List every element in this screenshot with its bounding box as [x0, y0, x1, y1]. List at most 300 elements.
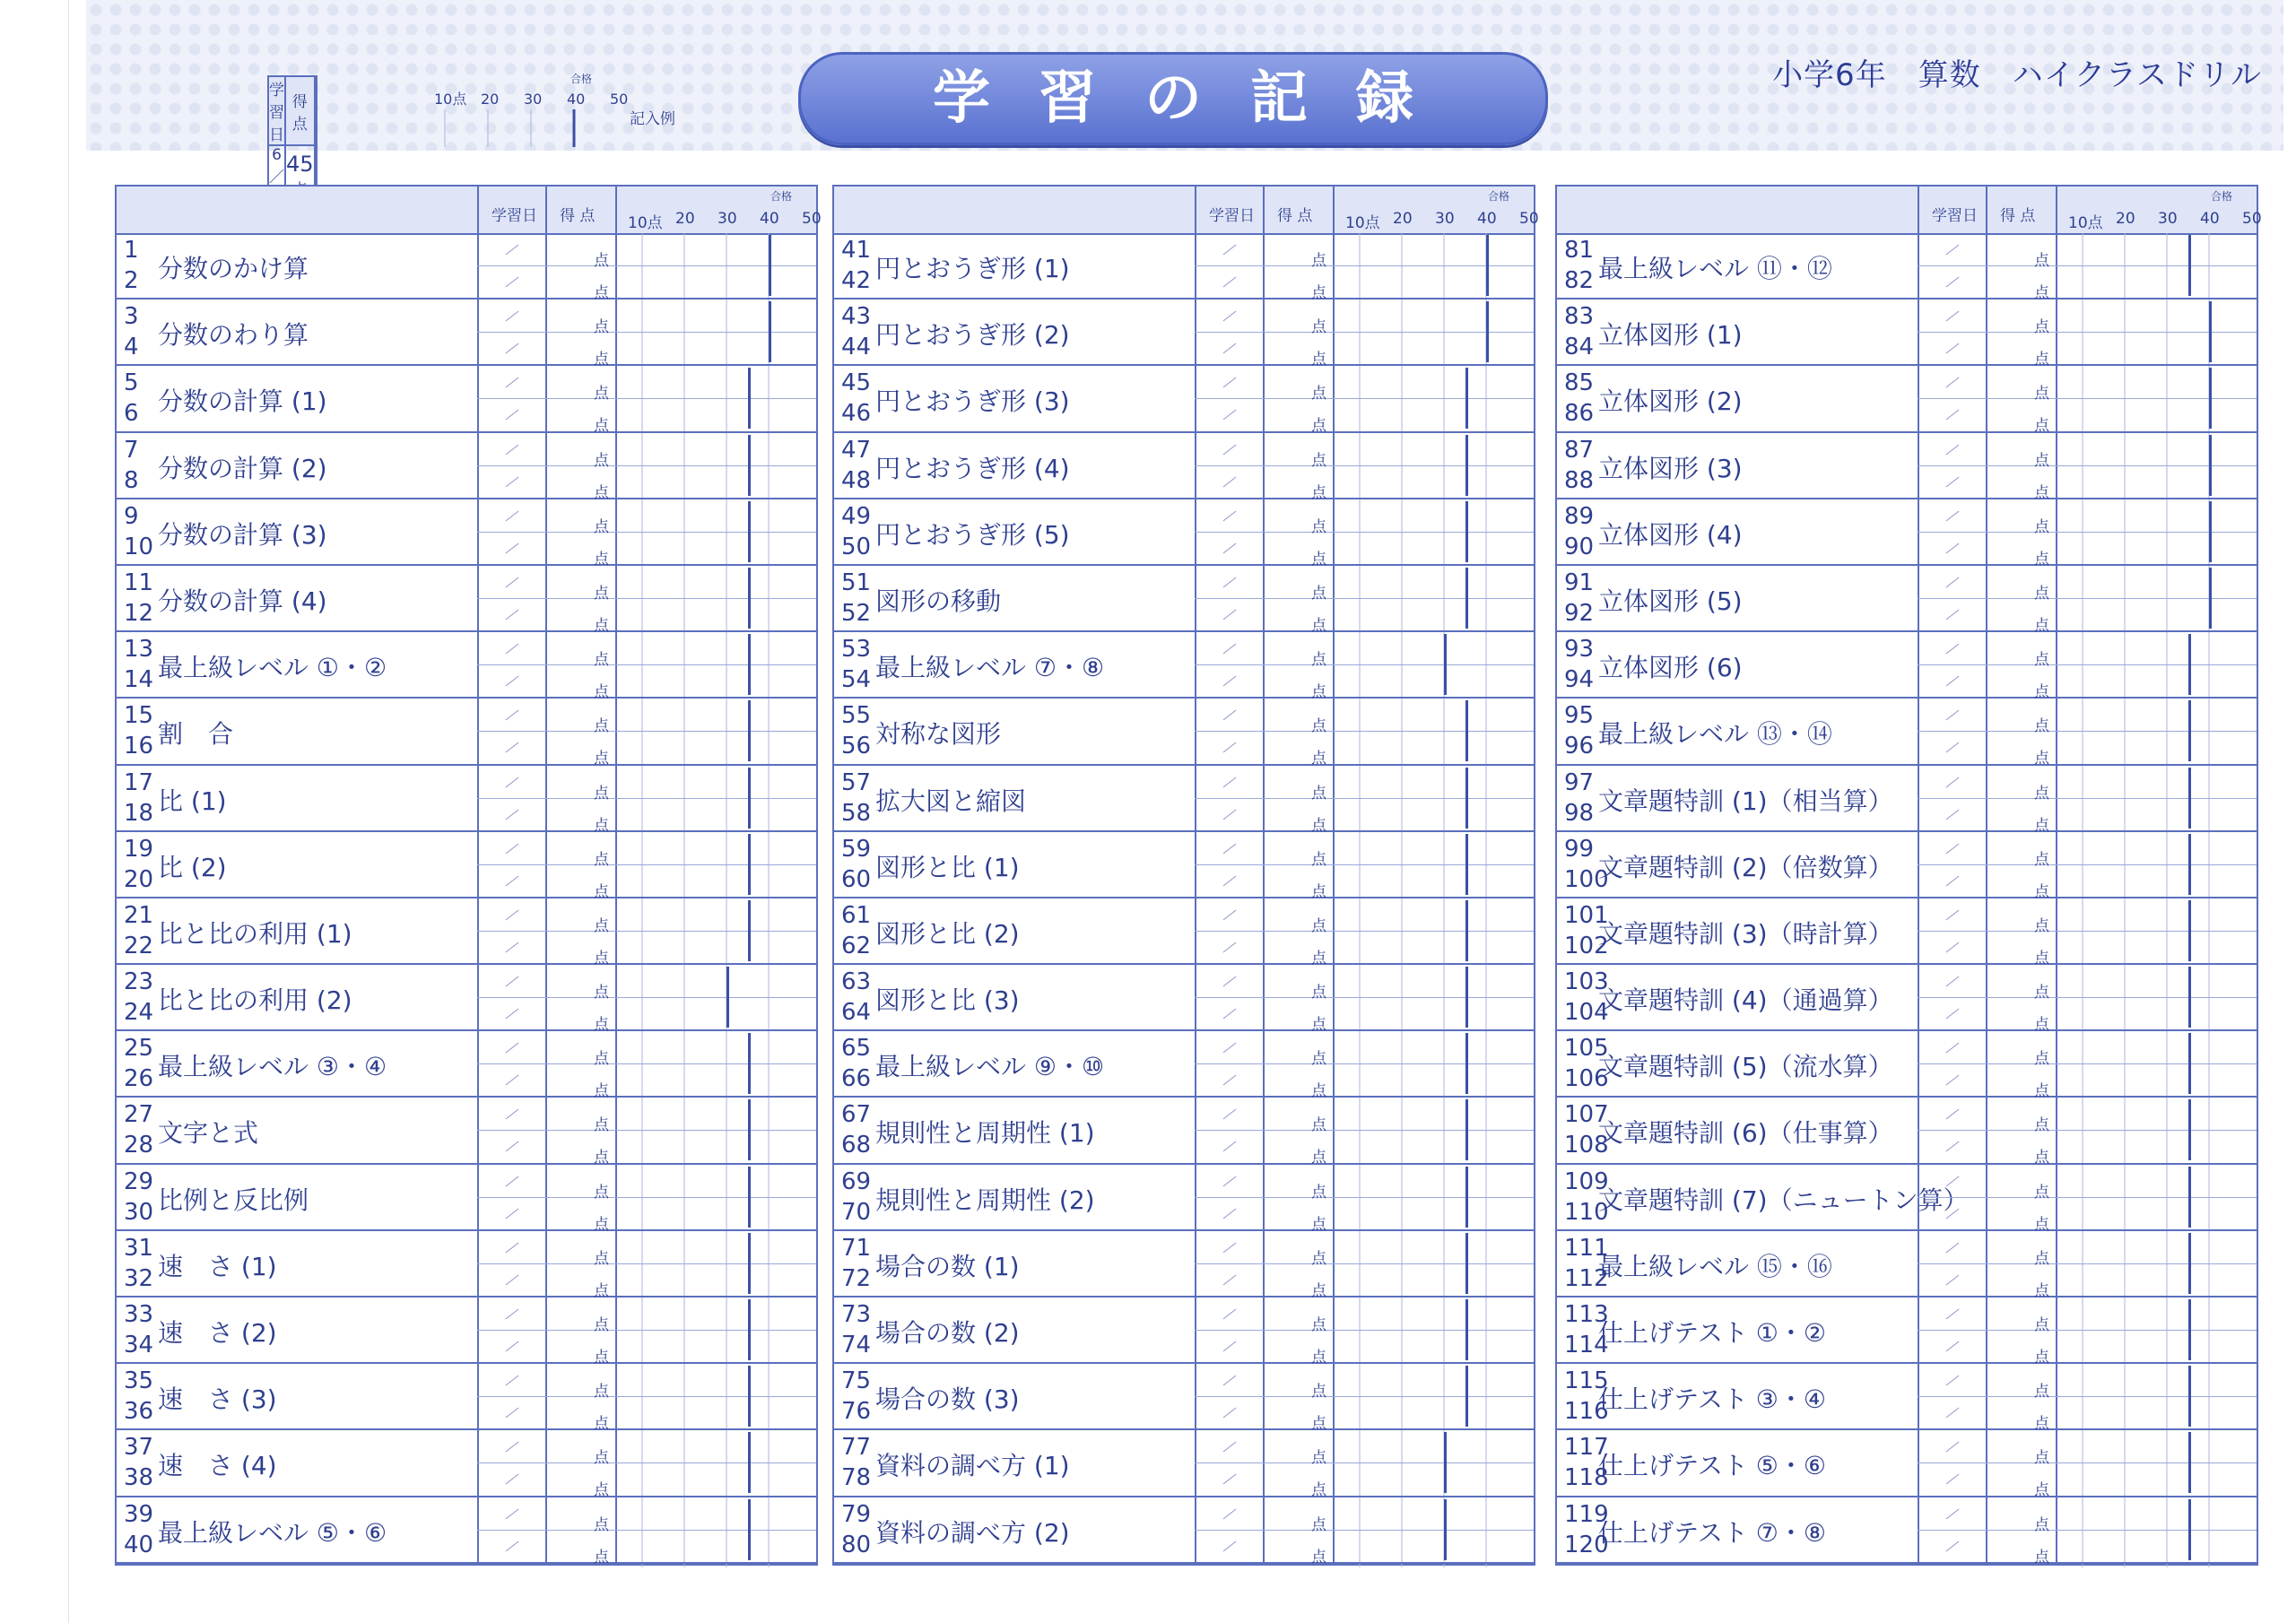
date-slash-mark [1223, 577, 1237, 588]
score-field[interactable] [1263, 368, 1333, 404]
score-field[interactable] [1986, 1398, 2056, 1434]
date-field[interactable] [1918, 967, 1986, 997]
date-field[interactable] [1195, 368, 1263, 398]
date-field[interactable] [477, 1332, 545, 1362]
date-field[interactable] [1918, 1199, 1986, 1229]
score-field[interactable] [1986, 700, 2056, 736]
date-field[interactable] [1918, 301, 1986, 332]
date-field[interactable] [1918, 1099, 1986, 1130]
score-field[interactable] [1986, 267, 2056, 302]
score-field[interactable] [1986, 1132, 2056, 1167]
lesson-title: 最上級レベル ①・② [158, 653, 387, 683]
point-unit: 点 [1311, 651, 1326, 670]
row-divider [477, 332, 816, 333]
score-field[interactable] [545, 1532, 615, 1567]
score-field[interactable] [1986, 834, 2056, 869]
point-unit: 点 [594, 1349, 609, 1367]
date-field[interactable] [477, 534, 545, 564]
score-field[interactable] [1263, 235, 1333, 270]
score-field[interactable] [1986, 301, 2056, 337]
score-field[interactable] [1263, 768, 1333, 803]
date-field[interactable] [1918, 1432, 1986, 1462]
score-field[interactable] [1263, 634, 1333, 670]
row-divider [1195, 731, 1534, 732]
date-field[interactable] [1195, 334, 1263, 364]
date-field[interactable] [1195, 700, 1263, 731]
date-field[interactable] [477, 467, 545, 498]
date-slash-mark [506, 1474, 519, 1485]
score-field[interactable] [1986, 1432, 2056, 1468]
date-field[interactable] [477, 933, 545, 963]
date-field[interactable] [1195, 1065, 1263, 1096]
score-field[interactable] [545, 1033, 615, 1069]
score-field[interactable] [1263, 1233, 1333, 1268]
date-slash-mark [506, 277, 519, 288]
score-field[interactable] [545, 999, 615, 1035]
point-unit: 点 [594, 1249, 609, 1268]
date-field[interactable] [1195, 666, 1263, 697]
score-field[interactable] [1986, 467, 2056, 502]
date-field[interactable] [1918, 866, 1986, 897]
date-field[interactable] [477, 1233, 545, 1263]
point-unit: 点 [594, 252, 609, 270]
date-field[interactable] [1195, 1167, 1263, 1197]
score-field[interactable] [545, 1065, 615, 1101]
score-field[interactable] [1986, 967, 2056, 1002]
score-field[interactable] [1263, 800, 1333, 835]
date-slash-mark [506, 676, 519, 687]
date-field[interactable] [477, 800, 545, 830]
score-field[interactable] [545, 666, 615, 702]
date-field[interactable] [1195, 235, 1263, 265]
date-field[interactable] [1918, 1398, 1986, 1428]
date-field[interactable] [477, 1464, 545, 1495]
date-field[interactable] [1918, 467, 1986, 498]
lesson-title: 文字と式 [158, 1118, 259, 1149]
date-field[interactable] [1195, 1299, 1263, 1330]
date-field[interactable] [1195, 800, 1263, 830]
date-field[interactable] [1918, 534, 1986, 564]
score-field[interactable] [1263, 435, 1333, 470]
lesson-number: 24 [124, 999, 154, 1027]
date-field[interactable] [1195, 1099, 1263, 1130]
date-field[interactable] [1918, 800, 1986, 830]
score-field[interactable] [1986, 568, 2056, 603]
row-divider [1195, 864, 1534, 865]
date-slash-mark [506, 542, 519, 553]
date-field[interactable] [1918, 1132, 1986, 1162]
date-field[interactable] [477, 634, 545, 664]
date-field[interactable] [477, 733, 545, 763]
score-field[interactable] [545, 1265, 615, 1300]
score-field[interactable] [1263, 467, 1333, 502]
table-row [834, 965, 1534, 1035]
score-field[interactable] [545, 400, 615, 436]
date-field[interactable] [477, 768, 545, 798]
date-field[interactable] [1195, 733, 1263, 763]
score-field[interactable] [545, 435, 615, 470]
lesson-number: 95 [1564, 702, 1595, 730]
score-field[interactable] [1263, 733, 1333, 768]
score-field[interactable] [545, 334, 615, 369]
score-field[interactable] [1986, 1033, 2056, 1069]
lesson-number: 38 [124, 1464, 154, 1492]
point-unit: 点 [594, 850, 609, 869]
score-field[interactable] [1986, 1199, 2056, 1234]
date-field[interactable] [1918, 1366, 1986, 1396]
score-field[interactable] [1263, 568, 1333, 603]
score-field[interactable] [545, 568, 615, 603]
score-field[interactable] [1263, 1033, 1333, 1069]
date-field[interactable] [1918, 400, 1986, 430]
date-field[interactable] [477, 967, 545, 997]
pass-line-marker [2209, 368, 2212, 429]
lesson-number: 17 [124, 768, 154, 796]
score-field[interactable] [545, 267, 615, 302]
date-field[interactable] [477, 1065, 545, 1096]
row-divider [477, 931, 816, 932]
header-scale-label: 50 [802, 210, 822, 228]
date-field[interactable] [1195, 900, 1263, 931]
score-field[interactable] [545, 967, 615, 1002]
point-unit: 点 [1311, 1116, 1326, 1135]
lesson-number: 3 [124, 303, 139, 331]
score-field[interactable] [1986, 666, 2056, 702]
date-field[interactable] [1195, 768, 1263, 798]
date-field[interactable] [1195, 267, 1263, 298]
date-field[interactable] [477, 1033, 545, 1063]
score-field[interactable] [1263, 501, 1333, 536]
score-field[interactable] [1263, 700, 1333, 736]
date-field[interactable] [1195, 534, 1263, 564]
score-field[interactable] [545, 368, 615, 404]
score-field[interactable] [545, 1398, 615, 1434]
lesson-number: 46 [841, 400, 872, 428]
score-field[interactable] [1986, 435, 2056, 470]
date-field[interactable] [1195, 834, 1263, 864]
score-field[interactable] [1986, 1299, 2056, 1334]
date-field[interactable] [477, 666, 545, 697]
score-field[interactable] [545, 501, 615, 536]
date-field[interactable] [1918, 368, 1986, 398]
lesson-title: 仕上げテスト ⑤・⑥ [1598, 1451, 1826, 1481]
score-field[interactable] [1986, 600, 2056, 635]
date-slash-mark [506, 1309, 519, 1320]
score-field[interactable] [1263, 1432, 1333, 1468]
score-field[interactable] [1986, 933, 2056, 968]
date-field[interactable] [1195, 967, 1263, 997]
date-field[interactable] [477, 1099, 545, 1130]
date-field[interactable] [1195, 1366, 1263, 1396]
score-field[interactable] [1263, 301, 1333, 337]
date-field[interactable] [1918, 334, 1986, 364]
page-margin-line [68, 0, 69, 1623]
score-field[interactable] [1986, 235, 2056, 270]
score-field[interactable] [545, 1332, 615, 1367]
header-score: 得 点 [2000, 207, 2036, 225]
score-field[interactable] [1263, 534, 1333, 568]
date-field[interactable] [1918, 1065, 1986, 1096]
date-field[interactable] [1195, 1199, 1263, 1229]
date-slash-mark [1223, 676, 1237, 687]
date-field[interactable] [1195, 933, 1263, 963]
date-field[interactable] [1918, 900, 1986, 931]
date-field[interactable] [1918, 1532, 1986, 1562]
score-field[interactable] [1263, 400, 1333, 436]
score-field[interactable] [545, 1132, 615, 1167]
score-field[interactable] [1986, 501, 2056, 536]
date-field[interactable] [1918, 1167, 1986, 1197]
score-field[interactable] [1263, 267, 1333, 302]
date-field[interactable] [1918, 435, 1986, 465]
score-field[interactable] [1263, 933, 1333, 968]
score-field[interactable] [545, 834, 615, 869]
date-field[interactable] [477, 1167, 545, 1197]
score-field[interactable] [545, 1366, 615, 1402]
date-field[interactable] [477, 1265, 545, 1296]
lesson-title: 最上級レベル ⑬・⑭ [1598, 719, 1832, 750]
row-divider [477, 1330, 816, 1331]
score-field[interactable] [1986, 1265, 2056, 1300]
lesson-number: 29 [124, 1167, 154, 1195]
score-field[interactable] [1263, 1499, 1333, 1534]
score-field[interactable] [545, 733, 615, 768]
score-field[interactable] [1263, 1332, 1333, 1367]
date-field[interactable] [1195, 1233, 1263, 1263]
score-field[interactable] [545, 933, 615, 968]
date-field[interactable] [1918, 733, 1986, 763]
score-field[interactable] [1986, 866, 2056, 901]
score-field[interactable] [545, 467, 615, 502]
score-field[interactable] [1263, 1167, 1333, 1202]
date-field[interactable] [1195, 568, 1263, 598]
score-field[interactable] [545, 235, 615, 270]
date-field[interactable] [1918, 1033, 1986, 1063]
score-field[interactable] [545, 1432, 615, 1468]
score-field[interactable] [1263, 1099, 1333, 1135]
date-field[interactable] [1918, 834, 1986, 864]
table-row [1557, 433, 2257, 502]
score-field[interactable] [1986, 368, 2056, 404]
date-field[interactable] [1195, 435, 1263, 465]
score-field[interactable] [1986, 400, 2056, 436]
date-field[interactable] [477, 235, 545, 265]
row-divider [1918, 1396, 2257, 1397]
score-field[interactable] [1986, 1499, 2056, 1534]
score-field[interactable] [1263, 666, 1333, 702]
date-field[interactable] [477, 999, 545, 1029]
score-field[interactable] [545, 1464, 615, 1500]
date-field[interactable] [477, 866, 545, 897]
pass-line-marker [748, 1432, 751, 1493]
score-field[interactable] [1263, 600, 1333, 635]
date-field[interactable] [1918, 700, 1986, 731]
date-field[interactable] [1918, 1299, 1986, 1330]
score-field[interactable] [1263, 1065, 1333, 1101]
date-slash-mark [1946, 676, 1960, 687]
row-divider [1918, 598, 2257, 599]
table-row [1557, 566, 2257, 635]
date-field[interactable] [477, 1499, 545, 1530]
date-field[interactable] [477, 1532, 545, 1562]
score-field[interactable] [545, 800, 615, 835]
date-field[interactable] [1195, 1464, 1263, 1495]
score-field[interactable] [1263, 866, 1333, 901]
score-field[interactable] [1263, 1132, 1333, 1167]
point-unit: 点 [2034, 483, 2049, 502]
lesson-number: 23 [124, 968, 154, 996]
date-slash-mark [506, 1508, 519, 1519]
score-field[interactable] [1986, 800, 2056, 835]
date-field[interactable] [477, 700, 545, 731]
score-field[interactable] [1986, 1099, 2056, 1135]
lesson-number: 79 [841, 1500, 872, 1528]
date-field[interactable] [1918, 267, 1986, 298]
score-field[interactable] [1263, 1464, 1333, 1500]
score-field[interactable] [1263, 334, 1333, 369]
date-field[interactable] [1195, 1432, 1263, 1462]
point-unit: 点 [1311, 1050, 1326, 1069]
date-field[interactable] [1918, 1464, 1986, 1495]
pass-line-marker [1465, 1366, 1468, 1427]
score-field[interactable] [1986, 1366, 2056, 1402]
score-field[interactable] [545, 866, 615, 901]
date-field[interactable] [1195, 866, 1263, 897]
date-field[interactable] [477, 501, 545, 532]
date-field[interactable] [477, 1199, 545, 1229]
score-field[interactable] [1263, 1265, 1333, 1300]
date-field[interactable] [1195, 400, 1263, 430]
date-field[interactable] [477, 1398, 545, 1428]
date-field[interactable] [477, 1432, 545, 1462]
date-field[interactable] [1195, 634, 1263, 664]
score-field[interactable] [1263, 999, 1333, 1035]
row-divider [1195, 1130, 1534, 1131]
date-field[interactable] [1918, 1332, 1986, 1362]
date-field[interactable] [1918, 768, 1986, 798]
score-field[interactable] [1986, 1332, 2056, 1367]
row-divider [1918, 332, 2257, 333]
date-field[interactable] [1195, 1033, 1263, 1063]
date-field[interactable] [477, 1299, 545, 1330]
date-field[interactable] [1195, 1398, 1263, 1428]
date-field[interactable] [1195, 1265, 1263, 1296]
score-field[interactable] [1986, 634, 2056, 670]
date-field[interactable] [1918, 600, 1986, 630]
lesson-number: 86 [1564, 400, 1595, 428]
score-field[interactable] [1986, 334, 2056, 369]
lesson-number: 60 [841, 865, 872, 893]
score-field[interactable] [1263, 1532, 1333, 1567]
score-field[interactable] [545, 301, 615, 337]
score-field[interactable] [545, 1299, 615, 1334]
date-field[interactable] [1195, 467, 1263, 498]
date-field[interactable] [1195, 1499, 1263, 1530]
lesson-title: 速 さ (4) [158, 1451, 277, 1481]
score-field[interactable] [545, 768, 615, 803]
date-field[interactable] [1918, 634, 1986, 664]
date-field[interactable] [1195, 501, 1263, 532]
score-field[interactable] [545, 900, 615, 935]
score-field[interactable] [545, 1233, 615, 1268]
date-field[interactable] [477, 301, 545, 332]
point-unit: 点 [1311, 1149, 1326, 1167]
date-field[interactable] [1918, 666, 1986, 697]
date-field[interactable] [1195, 301, 1263, 332]
date-field[interactable] [477, 368, 545, 398]
row-divider [1918, 931, 2257, 932]
date-field[interactable] [1195, 1132, 1263, 1162]
score-field[interactable] [545, 534, 615, 568]
score-field[interactable] [545, 634, 615, 670]
lesson-number: 50 [841, 533, 872, 560]
score-field[interactable] [545, 1099, 615, 1135]
date-field[interactable] [477, 435, 545, 465]
row-divider [1918, 1063, 2257, 1064]
score-field[interactable] [545, 1499, 615, 1534]
score-field[interactable] [1986, 1233, 2056, 1268]
date-field[interactable] [1195, 999, 1263, 1029]
date-field[interactable] [1195, 1532, 1263, 1562]
score-field[interactable] [1986, 768, 2056, 803]
score-field[interactable] [1263, 1398, 1333, 1434]
score-field[interactable] [1986, 1532, 2056, 1567]
score-field[interactable] [1263, 900, 1333, 935]
score-field[interactable] [1986, 1464, 2056, 1500]
score-field[interactable] [1986, 733, 2056, 768]
date-field[interactable] [477, 600, 545, 630]
date-field[interactable] [477, 900, 545, 931]
score-field[interactable] [545, 1167, 615, 1202]
score-field[interactable] [1986, 900, 2056, 935]
date-field[interactable] [1918, 999, 1986, 1029]
date-field[interactable] [1918, 933, 1986, 963]
score-field[interactable] [545, 600, 615, 635]
score-field[interactable] [1986, 1167, 2056, 1202]
score-field[interactable] [545, 1199, 615, 1234]
score-field[interactable] [1263, 1366, 1333, 1402]
date-field[interactable] [1195, 600, 1263, 630]
score-field[interactable] [1263, 1299, 1333, 1334]
date-field[interactable] [1918, 1265, 1986, 1296]
date-field[interactable] [1918, 235, 1986, 265]
date-field[interactable] [477, 1132, 545, 1162]
score-field[interactable] [545, 700, 615, 736]
pass-line-marker [1465, 501, 1468, 562]
score-field[interactable] [1263, 1199, 1333, 1234]
date-field[interactable] [1918, 568, 1986, 598]
date-field[interactable] [477, 334, 545, 364]
date-slash-mark [1946, 577, 1960, 588]
score-field[interactable] [1986, 1065, 2056, 1101]
date-field[interactable] [477, 834, 545, 864]
score-field[interactable] [1263, 834, 1333, 869]
date-field[interactable] [1918, 1499, 1986, 1530]
score-field[interactable] [1263, 967, 1333, 1002]
date-field[interactable] [1918, 1233, 1986, 1263]
date-slash-mark [1223, 444, 1237, 455]
score-field[interactable] [1986, 534, 2056, 568]
date-field[interactable] [1918, 501, 1986, 532]
date-field[interactable] [1195, 1332, 1263, 1362]
header-scale-label: 20 [1393, 210, 1413, 228]
date-slash-mark [506, 1242, 519, 1253]
date-field[interactable] [477, 568, 545, 598]
date-field[interactable] [477, 400, 545, 430]
score-field[interactable] [1986, 999, 2056, 1035]
date-field[interactable] [477, 267, 545, 298]
date-field[interactable] [477, 1366, 545, 1396]
